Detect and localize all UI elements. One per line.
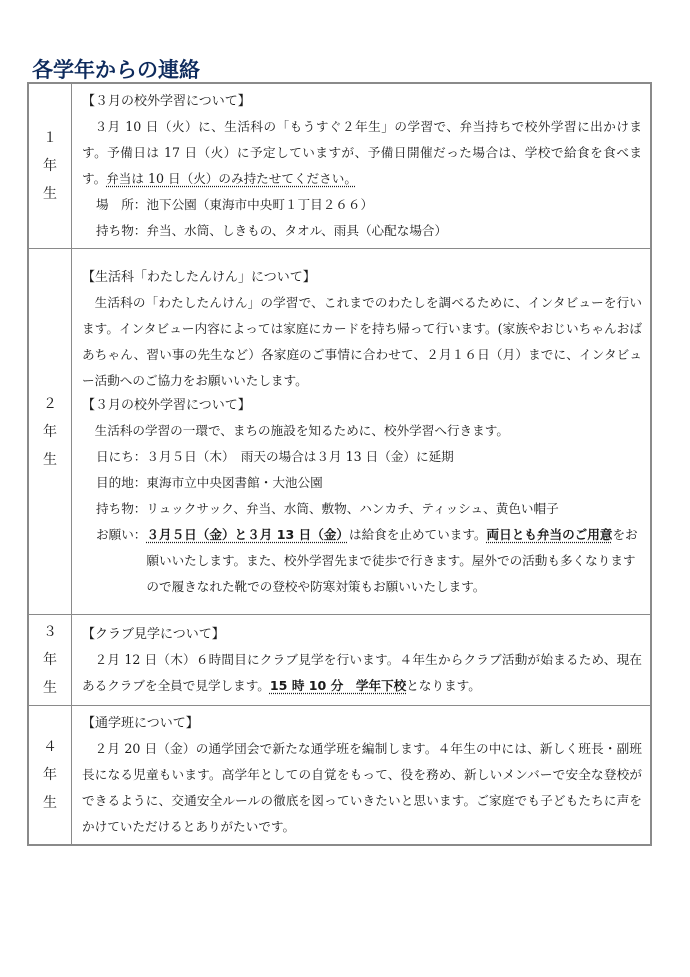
detail-value: ３月５日（木） 雨天の場合は３月 13 日（金）に延期	[146, 448, 454, 464]
grade-content-1	[72, 83, 652, 249]
underlined-note: 弁当は 10 日（火）のみ持たせてください。	[106, 171, 357, 186]
grade-label-2	[28, 249, 72, 615]
detail-belongings	[96, 218, 642, 244]
paragraph-text: ２月 12 日（木）６時間目にクラブ見学を行います。４年生からクラブ活動が始まるため、現在あるクラブを全員で見学します。	[82, 652, 642, 693]
paragraph-text: ３月 10 日（火）に、生活科の「もうすぐ２年生」の学習で、弁当持ちで校外学習に出かけます。予備日は 17 日（火）に予定していますが、予備日開催だった場合は、学校で給食を食べます。	[82, 119, 642, 186]
grade-row-3	[28, 615, 651, 706]
grade-char-nen: 年	[43, 767, 57, 783]
detail-label: お願い：	[96, 526, 147, 542]
detail-label: 目的地：	[96, 474, 147, 490]
paragraph-text: となります。	[406, 678, 481, 693]
section-heading: 【クラブ見学について】	[82, 627, 225, 642]
section-heading: 【３月の校外学習について】	[82, 94, 251, 109]
detail-date	[96, 444, 642, 470]
detail-label: 持ち物：	[96, 500, 147, 516]
grade-label-4	[28, 706, 72, 846]
detail-value: リュックサック、弁当、水筒、敷物、ハンカチ、ティッシュ、黄色い帽子	[146, 500, 559, 516]
grade-number: ３	[43, 624, 57, 640]
grade-char-nen: 年	[43, 423, 57, 440]
grade-label-1	[28, 83, 72, 249]
request-text: をお願いいたします。また、校外学習先まで徒歩で行きます。屋外での活動も多くなりますので履きなれた靴での登校や防寒対策もお願いいたします。	[146, 526, 638, 594]
detail-label: 持ち物：	[96, 223, 147, 238]
request-text: は給食を止めています。	[348, 526, 487, 542]
grade-content-4	[72, 706, 652, 846]
grade-number: ２	[43, 395, 57, 412]
grade-char-sei: 生	[43, 186, 57, 202]
detail-label: 日にち：	[96, 448, 147, 464]
emphasis-dates: ３月５日（金）と３月 13 日（金）	[146, 526, 349, 542]
grade-row-4	[28, 706, 651, 846]
grade-content-2	[72, 249, 652, 615]
page-title: 各学年からの連絡	[32, 58, 200, 82]
detail-value: 東海市立中央図書館・大池公園	[146, 474, 323, 490]
grade-number: １	[43, 130, 57, 146]
detail-belongings	[96, 496, 642, 522]
detail-request	[96, 522, 642, 600]
section-heading: 【生活科「わたしたんけん」について】	[82, 269, 316, 285]
detail-value: 池下公園（東海市中央町１丁目２６６）	[146, 197, 374, 212]
grade-char-nen: 年	[43, 158, 57, 174]
section-heading: 【３月の校外学習について】	[82, 397, 251, 413]
grade-char-sei: 生	[43, 795, 57, 811]
grade-char-sei: 生	[43, 451, 57, 468]
section-heading: 【通学班について】	[82, 716, 199, 731]
detail-destination	[96, 470, 642, 496]
grade-number: ４	[43, 739, 57, 755]
detail-label: 場 所：	[96, 197, 147, 212]
section-paragraph: 生活科の「わたしたんけん」の学習で、これまでのわたしを調べるために、インタビューを行います。インタビュー内容によっては家庭にカードを持ち帰って行います。(家族やおじいちゃんおばあちゃん、習い事の先生など）各家庭のご事情に合わせて、２月１６日（月）までに、インタビュー活動へのご協力をお願いいたします。	[82, 294, 642, 388]
section-paragraph: ２月 20 日（金）の通学団会で新たな通学班を編制します。４年生の中には、新しく班長・副班長になる児童もいます。高学年としての自覚をもって、役を務め、新しいメンバーで安全な登校ができるように、交通安全ルールの徹底を図っていきたいと思います。ご家庭でも子どもたちに声をかけていただけるとありがたいです。	[82, 741, 642, 834]
grade-content-3	[72, 615, 652, 706]
emphasis-dismissal: 15 時 10 分 学年下校	[269, 678, 407, 693]
grade-notice-table	[27, 82, 652, 846]
grade-row-1	[28, 83, 651, 249]
grade-char-nen: 年	[43, 652, 57, 668]
grade-char-sei: 生	[43, 680, 57, 696]
emphasis-lunch: 両日とも弁当のご用意	[486, 526, 613, 542]
section-paragraph	[82, 647, 642, 699]
detail-value: 弁当、水筒、しきもの、タオル、雨具（心配な場合）	[146, 223, 448, 238]
grade-row-2	[28, 249, 651, 615]
detail-place	[96, 192, 642, 218]
detail-value	[146, 522, 642, 600]
grade-label-3	[28, 615, 72, 706]
section-paragraph	[82, 114, 642, 192]
section-paragraph: 生活科の学習の一環で、まちの施設を知るために、校外学習へ行きます。	[94, 422, 509, 438]
